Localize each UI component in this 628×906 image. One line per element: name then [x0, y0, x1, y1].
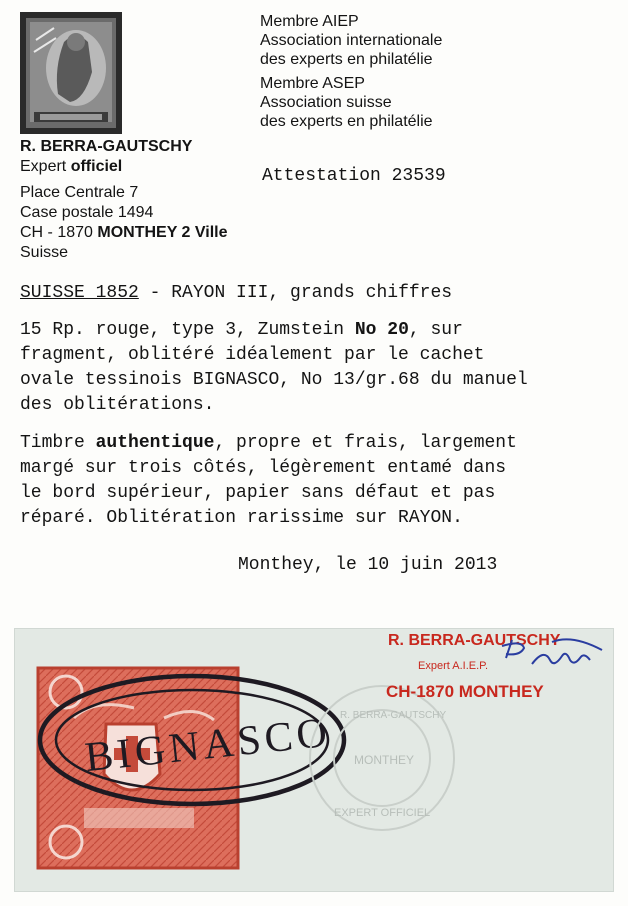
verdict-line-4: réparé. Oblitération rarissime sur RAYON.	[20, 508, 463, 528]
date-line: Monthey, le 10 juin 2013	[238, 555, 498, 575]
attestation-number: Attestation 23539	[262, 166, 446, 186]
aiep-line-1: Membre AIEP	[260, 13, 359, 30]
expert-name: R. BERRA-GAUTSCHY	[20, 138, 193, 155]
address-line-2: Case postale 1494	[20, 204, 154, 221]
asep-line-2: Association suisse	[260, 94, 392, 111]
description-line-4: des oblitérations.	[20, 395, 215, 415]
heading-rest: - RAYON III, grands chiffres	[138, 283, 453, 303]
asep-line-1: Membre ASEP	[260, 75, 365, 92]
memberships-block	[260, 12, 620, 131]
seal-text-bottom: EXPERT OFFICIEL	[334, 807, 431, 819]
certificate-heading	[20, 283, 452, 303]
address-line-1: Place Centrale 7	[20, 184, 139, 201]
signature-icon	[492, 630, 612, 680]
description-paragraph	[20, 318, 620, 418]
verdict-line-3: le bord supérieur, papier sans défaut et pas	[20, 483, 496, 503]
description-line-3: ovale tessinois BIGNASCO, No 13/gr.68 du manuel	[20, 370, 528, 390]
cachet-city: CH-1870 MONTHEY	[386, 682, 544, 701]
verdict-line-1: Timbre authentique, propre et frais, largement	[20, 433, 517, 453]
expert-title: Expert officiel	[20, 158, 123, 175]
seal-text-top: R. BERRA-GAUTSCHY	[340, 710, 447, 721]
description-line-1: 15 Rp. rouge, type 3, Zumstein No 20, sur	[20, 320, 463, 340]
verdict-line-2: margé sur trois côtés, légèrement entamé dans	[20, 458, 507, 478]
seal-text-mid: MONTHEY	[354, 753, 414, 767]
description-line-2: fragment, oblitéré idéalement par le cachet	[20, 345, 485, 365]
expert-block	[20, 137, 255, 263]
aiep-line-3: des experts en philatélie	[260, 51, 433, 68]
logo-stamp-image	[20, 12, 122, 134]
address-country: Suisse	[20, 244, 69, 261]
cachet-name: R. BERRA-GAUTSCHY	[388, 632, 561, 649]
postmark-text: BIGNASCO	[82, 709, 334, 782]
asep-line-3: des experts en philatélie	[260, 113, 433, 130]
address-line-3: CH - 1870 MONTHEY 2 Ville	[20, 224, 228, 241]
cachet-title: Expert A.I.E.P.	[418, 660, 489, 672]
expert-cachet	[372, 630, 612, 726]
verdict-paragraph	[20, 431, 620, 531]
aiep-line-2: Association internationale	[260, 32, 443, 49]
heading-country-year: SUISSE 1852	[20, 283, 139, 303]
